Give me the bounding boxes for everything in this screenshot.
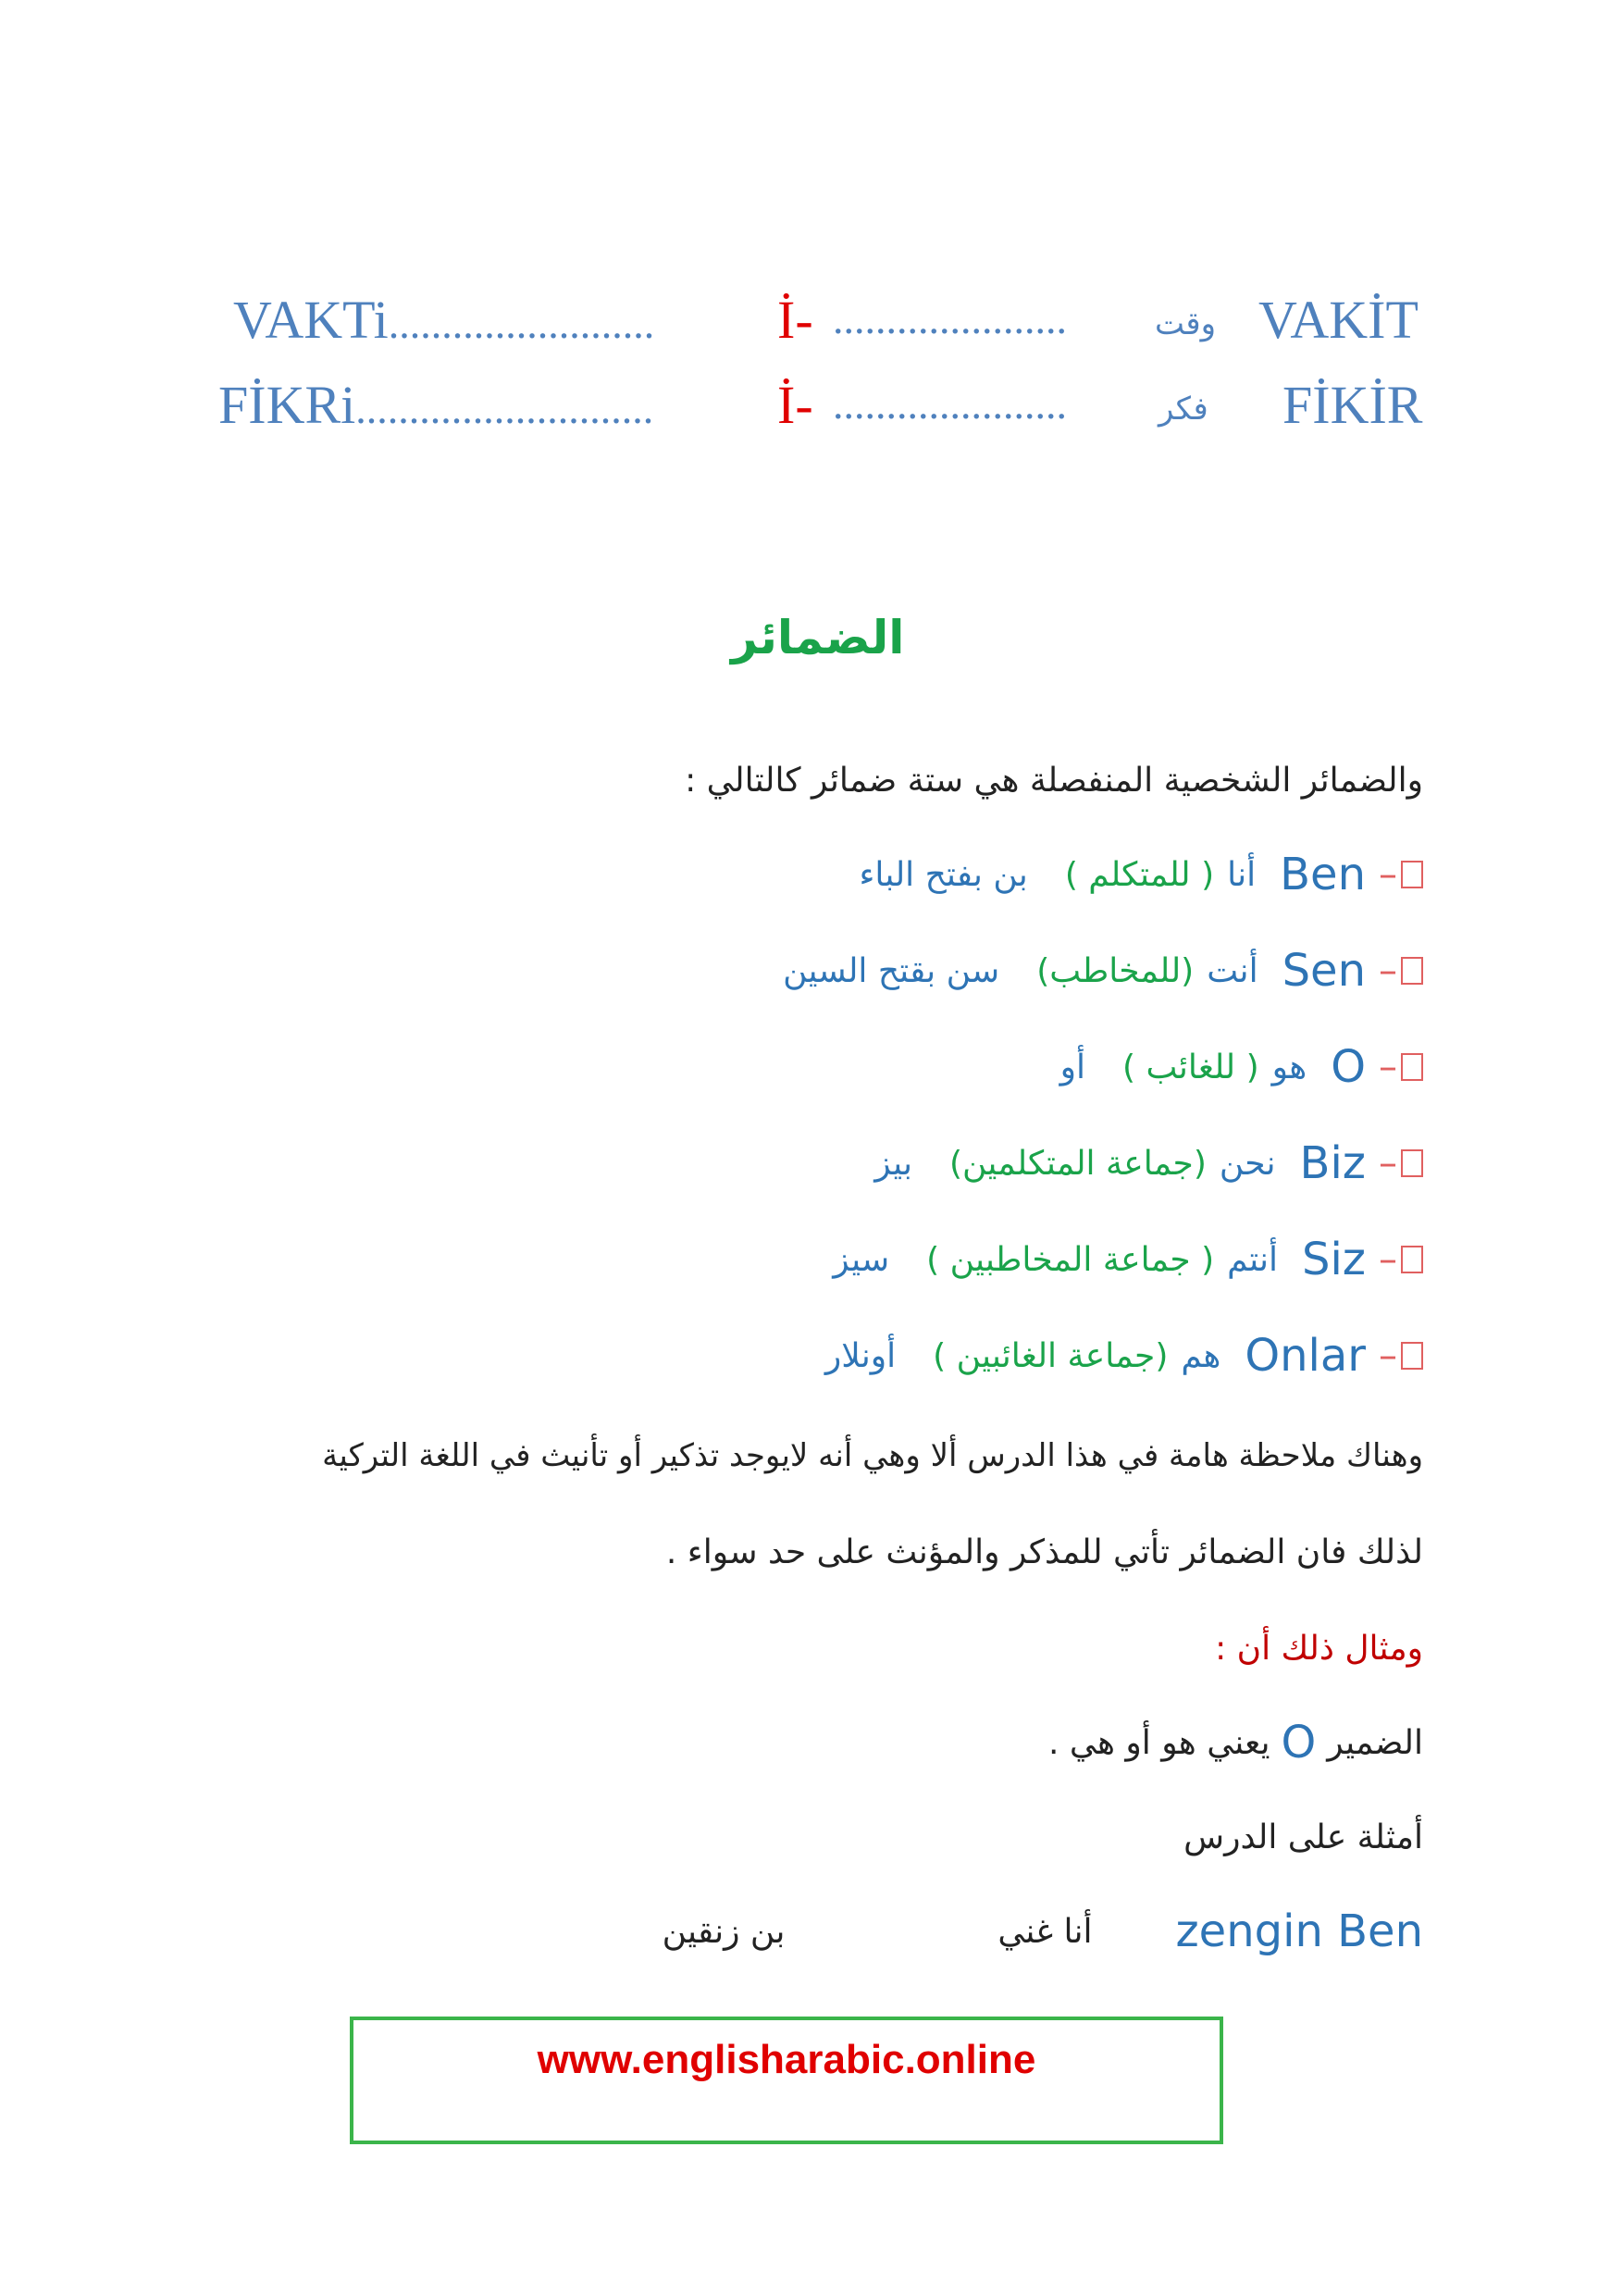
checkbox-icon — [1401, 1149, 1423, 1177]
vocab-turkish-1: VAKİT — [1258, 290, 1419, 350]
note-line-1: وهناك ملاحظة هامة في هذا الدرس ألا وهي أنه لايوجد تذكير أو تأنيث في اللغة التركية — [322, 1437, 1423, 1474]
checkbox-icon — [1401, 1246, 1423, 1273]
checkbox-icon — [1401, 1053, 1423, 1081]
vocab-result-2: FİKRi............................ — [218, 375, 654, 435]
intro-text: والضمائر الشخصية المنفصلة هي ستة ضمائر كالتالي : — [685, 761, 1423, 800]
vocab-result-1: VAKTi......................... — [233, 290, 655, 350]
website-box — [350, 2017, 1223, 2144]
pronoun-row-siz: – Siz أنتم ( جماعة المخاطبين ) سيز — [139, 1227, 1423, 1292]
page-title: الضمائر — [731, 611, 905, 664]
website-link[interactable]: www.englisharabic.online — [537, 2037, 1036, 2082]
vocab-arabic-1: وقت — [1155, 305, 1217, 342]
pronoun-row-biz: – Biz نحن (جماعة المتكلمين) بيز — [139, 1131, 1423, 1196]
pronoun-row-o: – O هو ( للغائب ) أو — [139, 1035, 1423, 1099]
checkbox-icon — [1401, 957, 1423, 985]
pronoun-row-ben: – Ben أنا ( للمتكلم ) بن بفتح الباء — [139, 842, 1423, 907]
pronoun-row-onlar: – Onlar هم (جماعة الغائبين ) أونلار — [139, 1323, 1423, 1388]
vocab-marker-1: İ- — [777, 290, 813, 350]
example-heading: ومثال ذلك أن : — [1215, 1629, 1423, 1668]
checkbox-icon — [1401, 1342, 1423, 1370]
examples-heading: أمثلة على الدرس — [1183, 1818, 1423, 1856]
pronoun-row-sen: – Sen أنت (للمخاطب) سن بقتح السين — [139, 938, 1423, 1003]
vocab-dots-1: ...................... — [833, 295, 1067, 342]
checkbox-icon — [1401, 861, 1423, 888]
example-row: zengin Ben أنا غني بن زنقين — [662, 1905, 1423, 1957]
example-sentence: الضمير O يعني هو أو هي . — [1048, 1717, 1423, 1769]
vocab-dots-2: ...................... — [833, 380, 1067, 428]
vocab-marker-2: İ- — [777, 375, 813, 435]
vocab-turkish-2: FİKİR — [1282, 375, 1423, 435]
vocab-arabic-2: فكر — [1158, 391, 1208, 428]
note-line-2: لذلك فان الضمائر تأتي للمذكر والمؤنث على حد سواء . — [665, 1533, 1423, 1571]
